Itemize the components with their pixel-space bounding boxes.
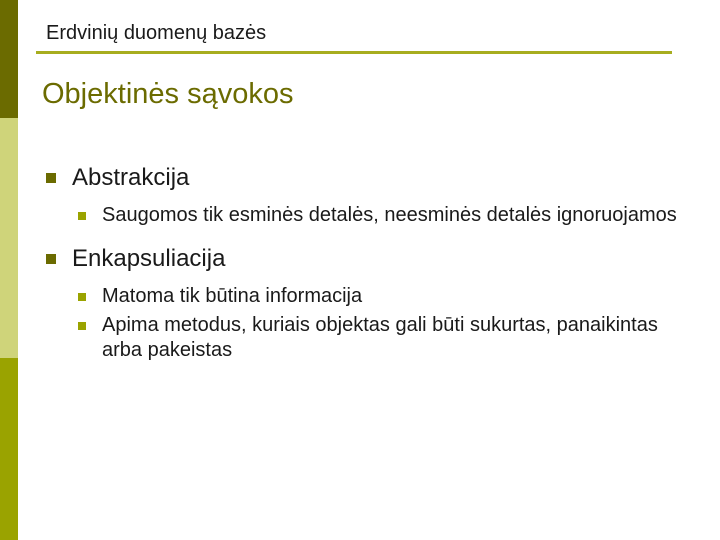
sidebar-accent-bottom [0, 358, 18, 540]
bullet-enkapsuliacija [44, 244, 684, 274]
bullet-text: Abstrakcija [72, 164, 190, 191]
sub-bullet-matoma [74, 284, 692, 309]
slide-title: Objektinės sąvokos [42, 78, 294, 110]
square-bullet-icon [78, 293, 86, 301]
header-title: Erdvinių duomenų bazės [46, 22, 267, 44]
sub-bullet-text: Apima metodus, kuriais objektas gali būti sukurtas, panaikintas arba pakeistas [102, 314, 658, 361]
sub-bullet-text: Matoma tik būtina informacija [102, 285, 363, 307]
sidebar-accent-middle [0, 118, 18, 358]
header-divider [36, 51, 672, 54]
bullet-text: Enkapsuliacija [72, 245, 226, 272]
sub-bullet-text: Saugomos tik esminės detalės, neesminės detalės ignoruojamos [102, 204, 677, 226]
sub-bullet-saugomos [74, 203, 692, 228]
bullet-list [44, 163, 684, 363]
bullet-abstrakcija [44, 163, 684, 193]
sidebar-accent-top [0, 0, 18, 118]
square-bullet-icon [46, 173, 56, 183]
square-bullet-icon [46, 254, 56, 264]
square-bullet-icon [78, 322, 86, 330]
sub-bullet-apima [74, 313, 692, 363]
square-bullet-icon [78, 212, 86, 220]
